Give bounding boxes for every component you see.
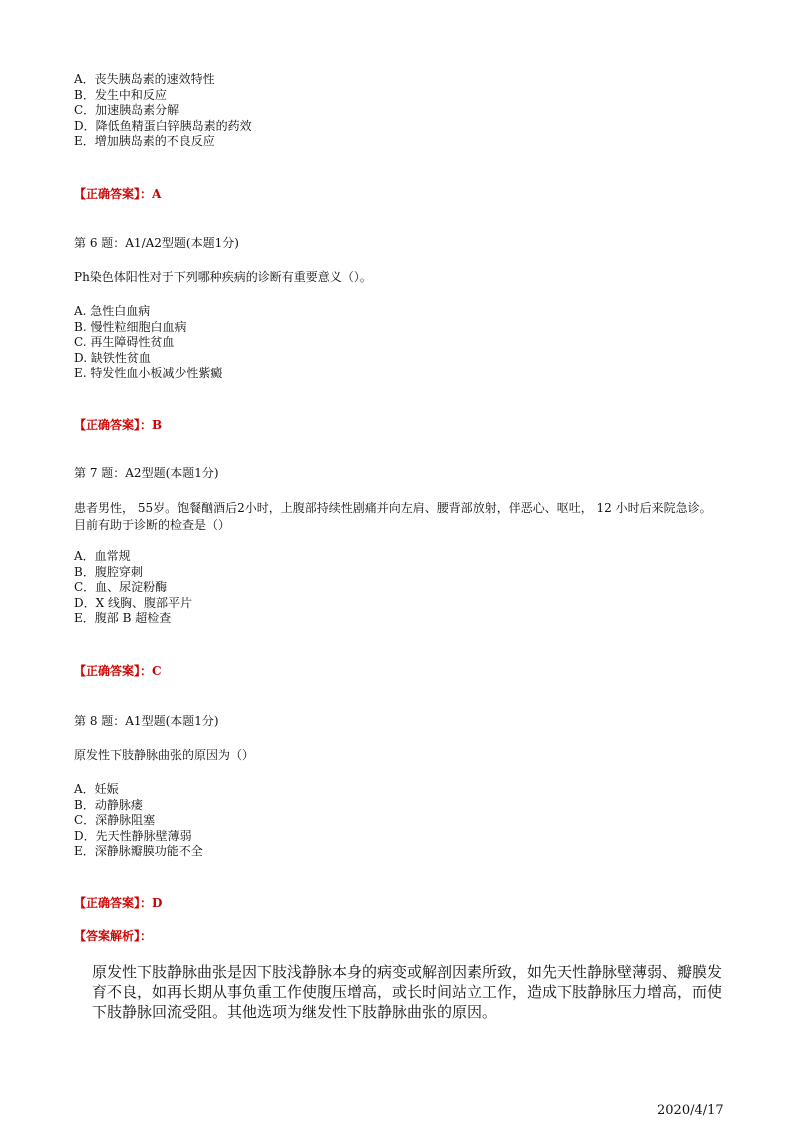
option-c: C．血、尿淀粉酶 [74,580,168,594]
option-d: D．X 线胸、腹部平片 [74,595,192,610]
q7-options [74,549,724,627]
option-c: C．深静脉阻塞 [74,813,156,827]
q5-answer: 【正确答案】：A [74,187,162,201]
option-b: B．发生中和反应 [74,87,167,102]
option-a: A．妊娠 [74,782,119,796]
q5-options [74,72,724,150]
option-b: B. 慢性粒细胞白血病 [74,319,187,334]
q8-header: 第 8 题：A1型题(本题1分) [74,714,219,728]
q7-header: 第 7 题：A2型题(本题1分) [74,466,219,480]
q6-answer: 【正确答案】：B [74,418,163,432]
q6-options [74,304,724,382]
q6-header: 第 6 题：A1/A2型题(本题1分) [74,236,239,250]
q8-answer: 【正确答案】：D [74,896,163,910]
option-b: B．动静脉瘘 [74,797,143,812]
q8-explanation-body: 原发性下肢静脉曲张是因下肢浅静脉本身的病变或解剖因素所致，如先天性静脉壁薄弱、瓣膜发育不良，如再长期从事负重工作使腹压增高，或长时间站立工作，造成下肢静脉压力增高，而使下肢静脉回流受阻。其他选项为继发性下肢静脉曲张的原因。 [92,963,723,1021]
option-e: E．腹部 B 超检查 [74,611,172,625]
footer-date: 2020/4/17 [657,1103,724,1118]
q7-answer: 【正确答案】：C [74,664,162,678]
q8-options [74,782,724,860]
option-c: C. 再生障碍性贫血 [74,335,175,349]
option-e: E. 特发性血小板减少性紫癜 [74,366,223,380]
option-d: D. 缺铁性贫血 [74,350,151,365]
option-c: C．加速胰岛素分解 [74,103,180,117]
option-e: E．深静脉瓣膜功能不全 [74,844,203,858]
q8-explanation-title: 【答案解析】： [74,929,153,943]
q6-stem: Ph染色体阳性对于下列哪种疾病的诊断有重要意义（）。 [74,270,372,284]
option-d: D．先天性静脉壁薄弱 [74,828,192,843]
q8-stem: 原发性下肢静脉曲张的原因为（） [74,748,255,762]
option-b: B．腹腔穿刺 [74,564,143,579]
option-a: A. 急性白血病 [74,304,151,318]
option-d: D．降低鱼精蛋白锌胰岛素的药效 [74,118,252,133]
option-a: A．丧失胰岛素的速效特性 [74,72,215,86]
option-e: E．增加胰岛素的不良反应 [74,134,215,148]
option-a: A．血常规 [74,549,131,563]
q7-stem: 患者男性， 55岁。饱餐酗酒后2小时，上腹部持续性剧痛并向左肩、腰背部放射，伴恶心、呕吐， 12 小时后来院急诊。目前有助于诊断的检查是（） [74,501,712,532]
